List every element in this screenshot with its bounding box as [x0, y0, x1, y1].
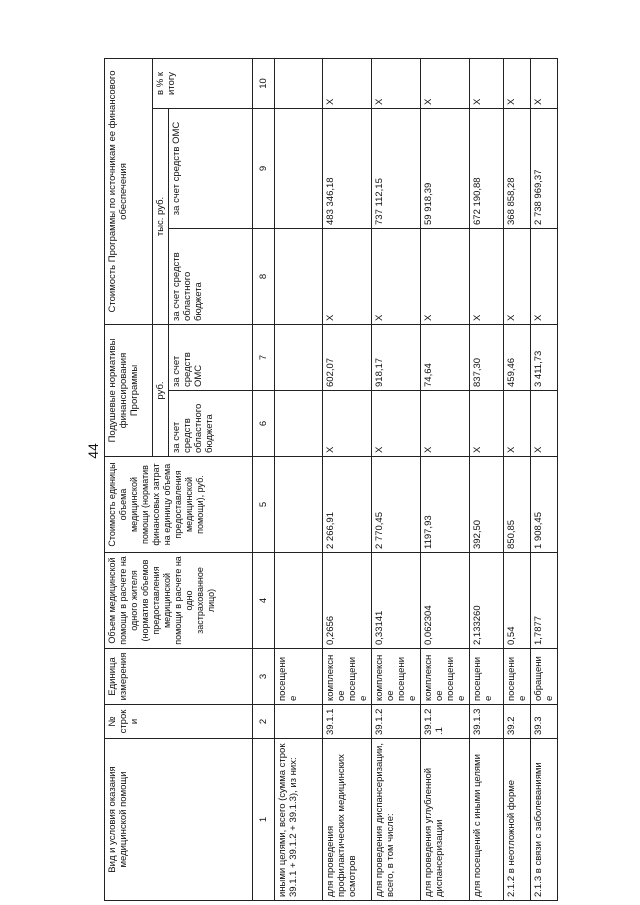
header-cost-unit: тыс. руб. [153, 108, 169, 324]
row-norm-budget: Х [372, 391, 421, 457]
row-cost-budget: Х [504, 228, 531, 324]
col-number: 7 [253, 324, 275, 390]
program-cost-table [104, 58, 558, 901]
row-norm-budget: Х [504, 391, 531, 457]
row-unit-cost: 2 770,45 [372, 457, 421, 553]
row-number: 39.1.2 [372, 705, 421, 739]
row-volume: 0,54 [504, 553, 531, 649]
row-cost-oms: 483 346,18 [323, 108, 372, 228]
header-unit-cost: Стоимость единицы объема медицинской помощи (норматив финансовых затрат на единицу объема предоставления медицинской помощи), руб. [105, 457, 253, 553]
row-cost-budget: Х [421, 228, 470, 324]
table-row [323, 58, 372, 900]
row-unit: комплексное посещение [323, 649, 372, 705]
row-unit: обращение [531, 649, 558, 705]
row-cost-pct: Х [372, 58, 421, 108]
col-number: 3 [253, 649, 275, 705]
row-cost-oms: 737 112,15 [372, 108, 421, 228]
row-norm-budget: Х [323, 391, 372, 457]
row-norm-oms: 74,64 [421, 324, 470, 390]
row-cost-pct: Х [323, 58, 372, 108]
table-row [504, 58, 531, 900]
table-row [421, 58, 470, 900]
col-number: 8 [253, 228, 275, 324]
table-rotation-wrapper [104, 59, 555, 901]
col-number: 2 [253, 705, 275, 739]
rotated-table-area [104, 59, 555, 901]
row-volume: 0,2656 [323, 553, 372, 649]
row-volume: 2,133260 [470, 553, 504, 649]
row-name: 2.1.3 в связи с заболеваниями [531, 739, 558, 901]
row-cost-pct: Х [421, 58, 470, 108]
row-cost-budget: Х [470, 228, 504, 324]
row-unit: посещение [275, 649, 323, 705]
table-row [372, 58, 421, 900]
row-number: 39.1.2.1 [421, 705, 470, 739]
row-number [275, 705, 323, 739]
row-cost-pct: Х [504, 58, 531, 108]
row-norm-budget: Х [470, 391, 504, 457]
row-unit: посещение [504, 649, 531, 705]
col-number: 9 [253, 108, 275, 228]
row-number: 39.2 [504, 705, 531, 739]
table-row [470, 58, 504, 900]
row-cost-oms: 59 918,39 [421, 108, 470, 228]
row-norm-oms: 602,07 [323, 324, 372, 390]
row-cost-budget: Х [323, 228, 372, 324]
table-row [531, 58, 558, 900]
row-name: для посещений с иными целями [470, 739, 504, 901]
header-cost-pct: в % к итогу [153, 58, 253, 108]
row-cost-pct: Х [470, 58, 504, 108]
row-cost-pct [275, 58, 323, 108]
row-unit-cost: 1 908,45 [531, 457, 558, 553]
row-unit: посещение [470, 649, 504, 705]
row-unit: комплексное посещение [421, 649, 470, 705]
row-volume: 0,062304 [421, 553, 470, 649]
col-number: 10 [253, 58, 275, 108]
row-norm-oms: 459,46 [504, 324, 531, 390]
row-cost-budget [275, 228, 323, 324]
row-cost-oms: 368 858,28 [504, 108, 531, 228]
col-number: 5 [253, 457, 275, 553]
row-volume [275, 553, 323, 649]
row-name: для проведения диспансеризации, всего, в том числе: [372, 739, 421, 901]
row-volume: 1,7877 [531, 553, 558, 649]
row-number: 39.1.3 [470, 705, 504, 739]
row-cost-pct: Х [531, 58, 558, 108]
row-norm-oms: 918,17 [372, 324, 421, 390]
header-cost-oms: за счет средств ОМС [169, 108, 253, 228]
row-number: 39.3 [531, 705, 558, 739]
col-number: 1 [253, 739, 275, 901]
row-name: 2.1.2 в неотложной форме [504, 739, 531, 901]
row-norm-budget: Х [531, 391, 558, 457]
header-norm-oms: за счет средств ОМС [169, 324, 253, 390]
header-norm-unit: руб. [153, 324, 169, 456]
row-unit-cost: 850,85 [504, 457, 531, 553]
col-number: 4 [253, 553, 275, 649]
col-number: 6 [253, 391, 275, 457]
row-cost-oms: 672 190,88 [470, 108, 504, 228]
row-number: 39.1.1 [323, 705, 372, 739]
row-norm-oms: 837,30 [470, 324, 504, 390]
row-volume: 0,33141 [372, 553, 421, 649]
row-norm-budget [275, 391, 323, 457]
header-row-number: № строк и [105, 705, 253, 739]
row-unit: комплексное посещение [372, 649, 421, 705]
row-cost-oms [275, 108, 323, 228]
page-number: 44 [85, 443, 101, 459]
row-cost-budget: Х [372, 228, 421, 324]
header-norm-budget: за счет средств областного бюджета [169, 391, 253, 457]
row-cost-oms: 2 738 969,37 [531, 108, 558, 228]
header-cost-group: Стоимость Программы по источникам ее финансового обеспечения [105, 58, 153, 324]
header-volume: Объем медицинской помощи в расчете на одного жителя (норматив объемов предоставления медицинской помощи в расчете на одно застрахованное лицо) [105, 553, 253, 649]
table-row [275, 58, 323, 900]
row-name: для проведения профилактических медицинских осмотров [323, 739, 372, 901]
header-unit: Единица измерения [105, 649, 253, 705]
row-unit-cost: 2 266,91 [323, 457, 372, 553]
row-norm-oms: 3 411,73 [531, 324, 558, 390]
row-name: иными целями, всего (сумма строк 39.1.1 + 39.1.2 + 39.1.3), из них: [275, 739, 323, 901]
header-norm-group: Подушевые нормативы финансирования Программы [105, 324, 153, 456]
header-cost-budget: за счет средств областного бюджета [169, 228, 253, 324]
row-unit-cost: 1197,93 [421, 457, 470, 553]
row-unit-cost: 392,50 [470, 457, 504, 553]
row-name: для проведения углубленной диспансеризации [421, 739, 470, 901]
row-cost-budget: Х [531, 228, 558, 324]
row-unit-cost [275, 457, 323, 553]
row-norm-budget: Х [421, 391, 470, 457]
row-norm-oms [275, 324, 323, 390]
header-kind: Вид и условия оказания медицинской помощи [105, 739, 253, 901]
